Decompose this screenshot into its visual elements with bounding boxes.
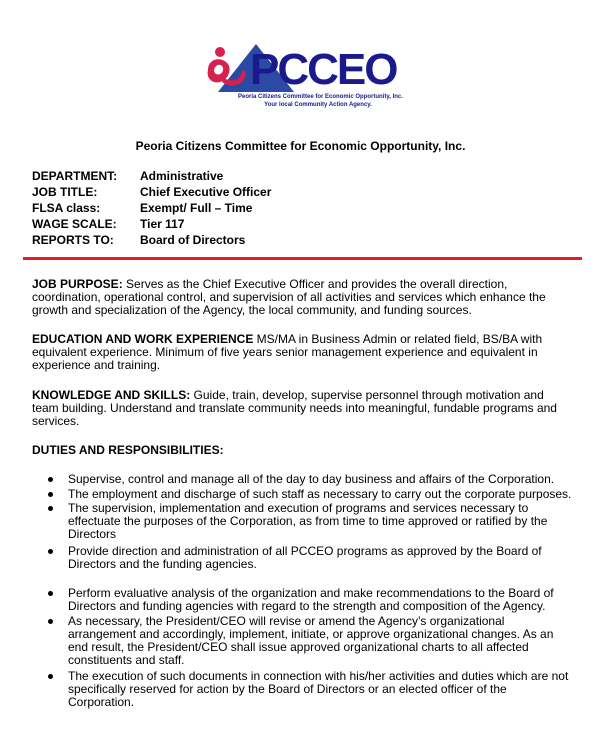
info-label: DEPARTMENT: (32, 169, 118, 183)
section-text: MS/MA in Business Admin or related field, BS/BA with (253, 332, 543, 346)
info-label: WAGE SCALE: (32, 217, 117, 231)
list-item-line: The supervision, implementation and execution of programs and services necessary to (68, 501, 529, 515)
list-item (68, 473, 573, 486)
list-item (68, 502, 573, 541)
section-heading: EDUCATION AND WORK EXPERIENCE (32, 332, 254, 346)
info-value: Exempt/ Full – Time (140, 201, 253, 215)
bullet-dot (48, 674, 53, 679)
section-text: Guide, train, develop, supervise personnel through motivation and (190, 388, 544, 402)
paragraph-line: coordination, operational control, and supervision of all activities and services which enhance the (32, 290, 546, 304)
info-label: FLSA class: (32, 201, 101, 215)
logo-subtitle: Peoria Citizens Committee for Economic Opportunity, Inc. (238, 94, 403, 100)
info-value: Tier 117 (140, 217, 185, 231)
list-item (68, 587, 573, 613)
list-item-line: end result, the President/CEO shall issue approved organizational charts to all affected (68, 640, 529, 654)
list-item-line: Directors and funding agencies with regard to the strength and composition of the Agency. (68, 599, 546, 613)
info-value: Board of Directors (140, 233, 246, 247)
bullet-dot (48, 619, 53, 624)
bullet-dot (48, 591, 53, 596)
paragraph-line: experience and training. (32, 358, 161, 372)
paragraph-line: team building. Understand and translate community needs into meaningful, fundable programs and (32, 401, 557, 415)
bullet-dot (48, 477, 53, 482)
duties-heading: DUTIES AND RESPONSIBILITIES: (32, 443, 224, 457)
list-item-line: The execution of such documents in connection with his/her activities and duties which are not (68, 669, 569, 683)
bullet-dot (48, 492, 53, 497)
list-item-line: specifically reserved for action by the Board of Directors or an elected officer of the (68, 682, 507, 696)
list-item-line: arrangement and accordingly, implement, initiate, or approve organizational changes. As an (68, 627, 554, 641)
section-heading: JOB PURPOSE: (32, 277, 123, 291)
list-item (68, 488, 573, 501)
organization-title: Peoria Citizens Committee for Economic Opportunity, Inc. (135, 139, 466, 153)
section-text: Serves as the Chief Executive Officer and provides the overall direction, (122, 277, 508, 291)
info-value: Administrative (140, 169, 224, 183)
list-item-line: Corporation. (68, 695, 135, 709)
info-label: REPORTS TO: (32, 233, 114, 247)
logo-wordmark: PCCEO (250, 45, 397, 94)
bullet-dot (48, 549, 53, 554)
list-item-line: constituents and staff. (68, 653, 185, 667)
bullet-dot (48, 506, 53, 511)
list-item-line: As necessary, the President/CEO will revise or amend the Agency’s organizational (68, 614, 505, 628)
list-item-line: Supervise, control and manage all of the day to day business and affairs of the Corporation. (68, 472, 555, 486)
list-item-line: Perform evaluative analysis of the organization and make recommendations to the Board of (68, 586, 554, 600)
paragraph-line: services. (32, 414, 80, 428)
list-item (68, 615, 573, 667)
info-value: Chief Executive Officer (140, 185, 272, 199)
info-label: JOB TITLE: (32, 185, 98, 199)
list-item-line: Directors (68, 527, 117, 541)
paragraph-line: growth and specialization of the Agency, the local community, and funding sources. (32, 303, 472, 317)
list-item-line: Provide direction and administration of all PCCEO programs as approved by the Board of (68, 544, 542, 558)
logo-tagline: Your local Community Action Agency. (264, 102, 372, 108)
list-item (68, 545, 573, 571)
list-item-line: Directors and the funding agencies. (68, 557, 257, 571)
list-item (68, 670, 573, 709)
list-item-line: effectuate the purposes of the Corporation, as from time to time approved or ratified by the (68, 514, 548, 528)
section-heading: KNOWLEDGE AND SKILLS: (32, 388, 191, 402)
list-item-line: The employment and discharge of such staff as necessary to carry out the corporate purposes. (68, 487, 572, 501)
paragraph-line: equivalent experience. Minimum of five years senior management experience and equivalent in (32, 345, 538, 359)
